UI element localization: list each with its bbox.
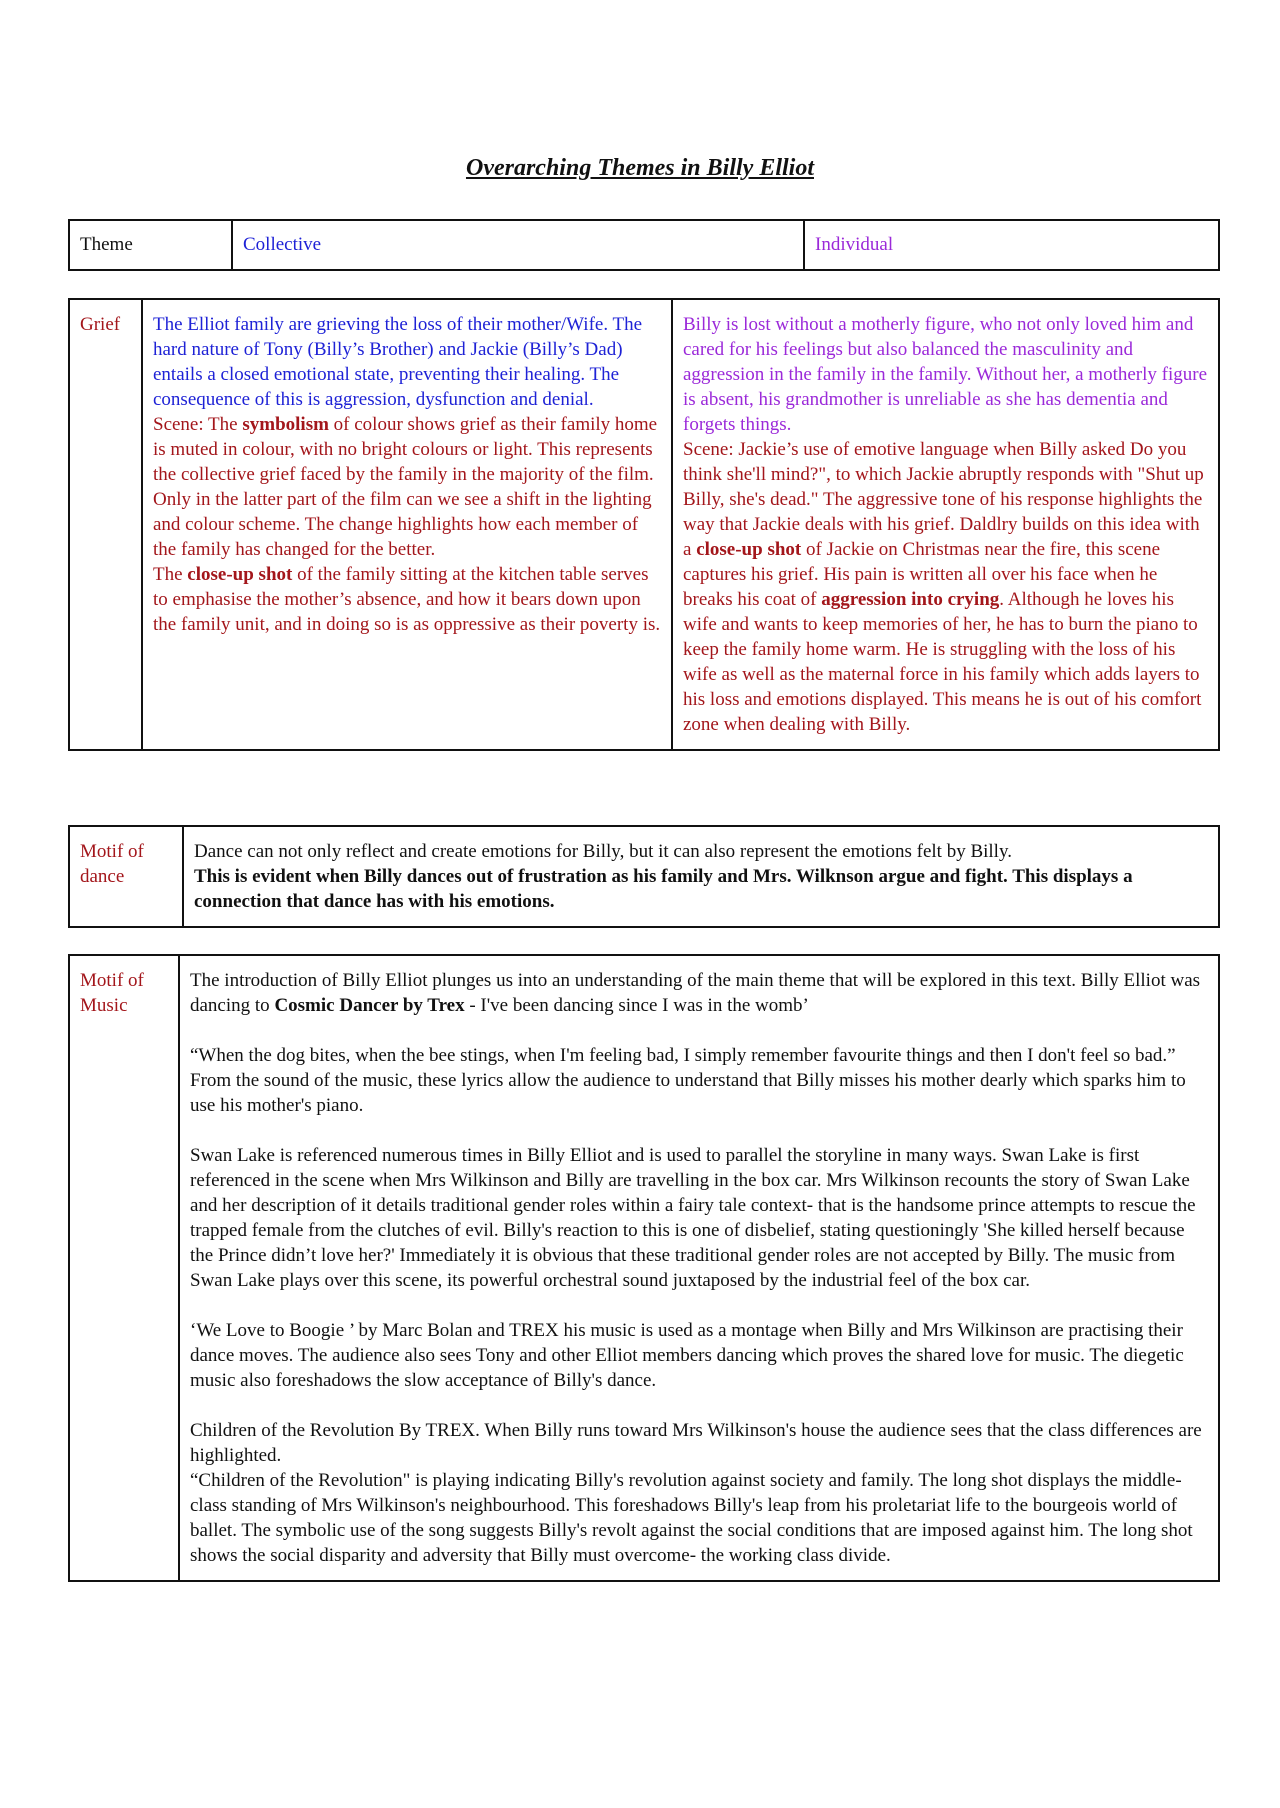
grief-collective-cell [142, 299, 672, 750]
music-label: Motif of Music [69, 955, 179, 1581]
grief-label: Grief [69, 299, 142, 750]
text-span: Scene: The [153, 414, 243, 435]
music-cell [179, 955, 1219, 1581]
text-span: of the family sitting at the kitchen table serves to emphasise the mother’s absence, and how it bears down upon the family unit, and in doing so is as oppressive as their poverty is. [153, 564, 661, 635]
grief-collective-intro: The Elliot family are grieving the loss of their mother/Wife. The hard nature of Tony (Billy’s Brother) and Jackie (Billy’s Dad) entails a closed emotional state, preventing their healing. The consequence of this is aggression, dysfunction and denial. [153, 314, 643, 410]
text-span: of colour shows grief as their family home is muted in colour, with no bright colours or light. This represents the collective grief faced by the family in the majority of the film. Only in the latter part of the film can we see a shift in the lighting and colour scheme. The change highlights how each member of the family has changed for the better. [153, 414, 658, 560]
dance-label: Motif of dance [69, 826, 183, 927]
text-span: Scene: Jackie’s use of emotive language when Billy asked Do you think she'll mind?", to which Jackie abruptly responds with "Shut up Billy, she's dead." The aggressive tone of his response highlights the way that Jackie deals with his grief. Daldlry builds on this idea with a [683, 439, 1204, 560]
grief-table [68, 298, 1220, 751]
grief-individual-scene [683, 437, 1208, 737]
grief-collective-scene [153, 412, 661, 562]
text-span: - I've been dancing since I was in the womb’ [464, 995, 809, 1016]
bold-text: close-up shot [187, 564, 293, 585]
text-span: The [153, 564, 188, 585]
music-paragraph: Swan Lake is referenced numerous times in Billy Elliot and is used to parallel the storyline in many ways. Swan Lake is first referenced in the scene when Mrs Wilkinson and Billy are travelling in the box car. Mrs Wilkinson recounts the story of Swan Lake and her description of it details traditional gender roles within a fairy tale context- that is the handsome prince attempts to rescue the trapped female from the clutches of evil. Billy's reaction to this is one of disbelief, stating questioningly 'She killed herself because the Prince didn’t love her?' Immediately it is obvious that these traditional gender roles are not accepted by Billy. The music from Swan Lake plays over this scene, its powerful orchestral sound juxtaposed by the industrial feel of the box car. [190, 1145, 1196, 1291]
grief-individual-cell [672, 299, 1219, 750]
music-paragraph: “When the dog bites, when the bee stings, when I'm feeling bad, I simply remember favourite things and then I don't feel so bad.” From the sound of the music, these lyrics allow the audience to understand that Billy misses his mother dearly which sparks him to use his mother's piano. [190, 1045, 1186, 1116]
text-span: of Jackie on Christmas near the fire, this scene captures his grief. His pain is written all over his face when he breaks his coat of [683, 539, 1161, 610]
text-span: The introduction of Billy Elliot plunges us into an understanding of the main theme that will be explored in this text. Billy Elliot was dancing to [190, 970, 1201, 1016]
dance-line-2 [194, 864, 1208, 914]
music-paragraph: “Children of the Revolution" is playing indicating Billy's revolution against society and family. The long shot displays the middle-class standing of Mrs Wilkinson's neighbourhood. This foreshadows Billy's leap from his proletariat life to the bourgeois world of ballet. The symbolic use of the song suggests Billy's revolt against the social conditions that are imposed against him. The long shot shows the social disparity and adversity that Billy must overcome- the working class divide. [190, 1470, 1193, 1566]
dance-cell [183, 826, 1219, 927]
header-table [68, 219, 1220, 271]
music-paragraph: ‘We Love to Boogie ’ by Marc Bolan and TREX his music is used as a montage when Billy and Mrs Wilkinson are practising their dance moves. The audience also sees Tony and other Elliot members dancing which proves the shared love for music. The diegetic music also foreshadows the slow acceptance of Billy's dance. [190, 1320, 1184, 1391]
bold-text: This is evident when Billy dances out of frustration as his family and Mrs. Wilknson argue and fight. This displays a connection that dance has with his emotions. [194, 866, 1133, 912]
header-theme: Theme [69, 220, 232, 270]
music-table [68, 954, 1220, 1582]
text-span: . Although he loves his wife and wants to keep memories of her, he has to burn the piano to keep the family home warm. He is struggling with the loss of his wife as well as the maternal force in his family which adds layers to his loss and emotions displayed. This means he is out of his comfort zone when dealing with Billy. [683, 589, 1202, 735]
bold-text: close-up shot [696, 539, 802, 560]
bold-text: aggression into crying [821, 589, 1000, 610]
bold-text: symbolism [242, 414, 329, 435]
grief-individual-intro: Billy is lost without a motherly figure, who not only loved him and cared for his feelings but also balanced the masculinity and aggression in the family in the family. Without her, a motherly figure is absent, his grandmother is unreliable as she has dementia and forgets things. [683, 314, 1208, 435]
header-collective: Collective [232, 220, 804, 270]
dance-table [68, 825, 1220, 928]
bold-text: Cosmic Dancer by Trex [274, 995, 465, 1016]
header-individual: Individual [804, 220, 1219, 270]
music-paragraph [190, 968, 1208, 1018]
dance-line-1: Dance can not only reflect and create emotions for Billy, but it can also represent the emotions felt by Billy. [194, 841, 1012, 862]
grief-collective-closeup [153, 562, 661, 637]
music-paragraph: Children of the Revolution By TREX. When Billy runs toward Mrs Wilkinson's house the audience sees that the class differences are highlighted. [190, 1420, 1202, 1466]
page-title: Overarching Themes in Billy Elliot [465, 155, 814, 181]
